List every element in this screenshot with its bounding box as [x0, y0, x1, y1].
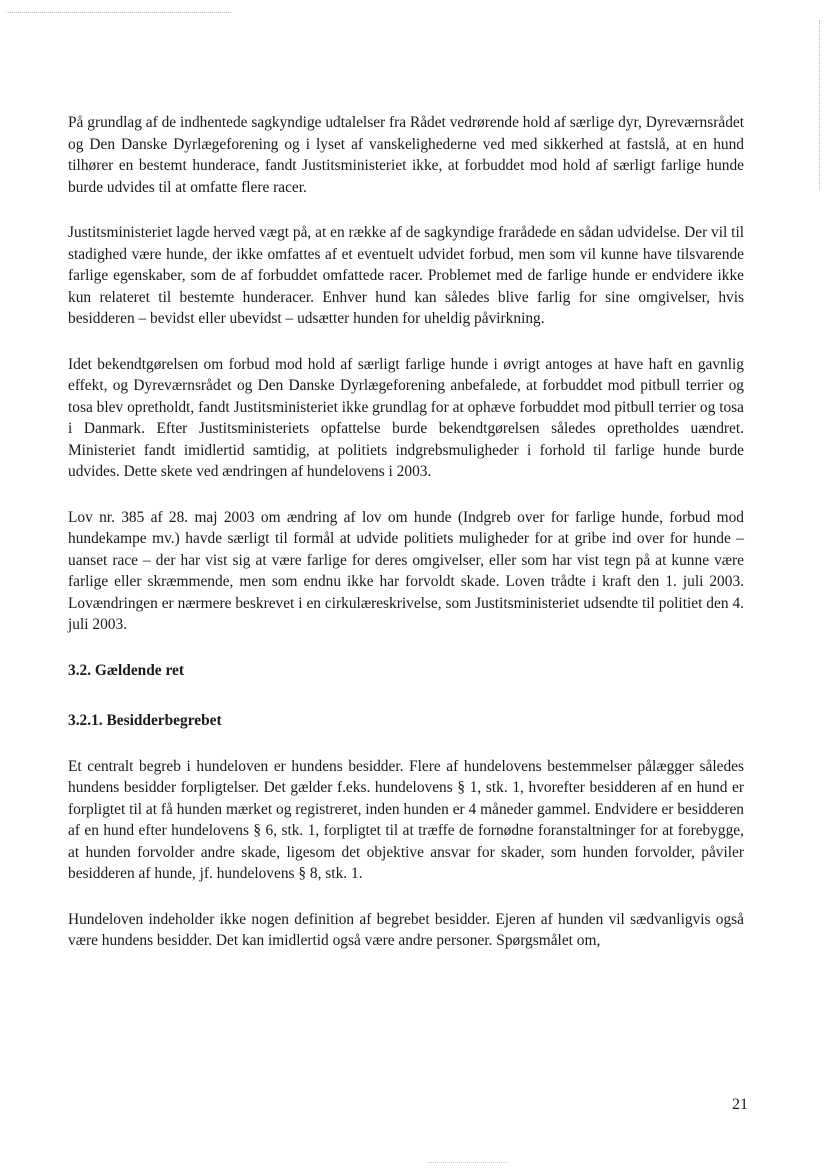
scan-artifact-right — [819, 20, 820, 190]
scan-artifact-top — [6, 12, 231, 13]
body-text — [68, 112, 744, 976]
paragraph-1: På grundlag af de indhentede sagkyndige udtalelser fra Rådet vedrørende hold af særlige dyr, Dyreværnsrådet og Den Danske Dyrlægeforening og i lyset af vanskelighederne ved med sikkerhed at fastslå, at en hund tilhører en bestemt hunderace, fandt Justitsministeriet ikke, at forbuddet mod hold af særligt farlige hunde burde udvides til at omfatte flere racer. — [68, 114, 744, 196]
paragraph-2: Justitsministeriet lagde herved vægt på, at en række af de sagkyndige frarådede en sådan udvidelse. Der vil til stadighed være hunde, der ikke omfattes af et eventuelt udvidet forbud, men som vil kunne have tilsvarende farlige egenskaber, som de af forbuddet omfattede racer. Problemet med de farlige hunde er endvidere ikke kun relateret til bestemte hunderacer. Enhver hund kan således blive farlig for sine omgivelser, hvis besidderen – bevidst eller ubevidst – udsætter hunden for uheldig påvirkning. — [68, 224, 744, 327]
paragraph-6: Hundeloven indeholder ikke nogen definition af begrebet besidder. Ejeren af hunden vil sædvanligvis også være hundens besidder. Det kan imidlertid også være andre personer. Spørgsmålet om, — [68, 910, 744, 949]
scan-artifact-bottom — [428, 1162, 508, 1163]
section-heading: 3.2. Gældende ret — [68, 661, 184, 679]
paragraph-4: Lov nr. 385 af 28. maj 2003 om ændring af lov om hunde (Indgreb over for farlige hunde, forbud mod hundekampe mv.) havde særligt til formål at udvide politiets muligheder for at gribe ind over for hunde – uanset race – der har vist sig at være farlige for deres omgivelser, eller som har vist tegn på at kunne være farlige eller skræmmende, men som endnu ikke har forvoldt skade. Loven trådte i kraft den 1. juli 2003. Lovændringen er nærmere beskrevet i en cirkulæreskrivelse, som Justitsministeriet udsendte til politiet den 4. juli 2003. — [68, 508, 744, 633]
page-number: 21 — [732, 1096, 748, 1113]
subsection-heading: 3.2.1. Besidderbegrebet — [68, 712, 222, 729]
paragraph-5: Et centralt begreb i hundeloven er hundens besidder. Flere af hundelovens bestemmelser pålægger således hundens besidder forpligtelser. Det gælder f.eks. hundelovens § 1, stk. 1, hvorefter besidderen af en hund er forpligtet til at få hunden mærket og registreret, inden hunden er 4 måneder gammel. Endvidere er besidderen af en hund efter hundelovens § 6, stk. 1, forpligtet til at træffe de fornødne foranstaltninger for at forebygge, at hunden forvolder andre skade, ligesom det objektive ansvar for skader, som hunden forvolder, påviler besidderen af hunde, jf. hundelovens § 8, stk. 1. — [68, 757, 744, 882]
paragraph-3: Idet bekendtgørelsen om forbud mod hold af særligt farlige hunde i øvrigt antoges at have haft en gavnlig effekt, og Dyreværnsrådet og Den Danske Dyrlægeforening anbefalede, at forbuddet mod pitbull terrier og tosa blev opretholdt, fandt Justitsministeriet ikke grundlag for at ophæve forbuddet mod pitbull terrier og tosa i Danmark. Efter Justitsministeriets opfattelse burde bekendtgørelsen således opretholdes uændret. Ministeriet fandt imidlertid samtidig, at politiets indgrebsmuligheder i forhold til farlige hunde burde udvides. Dette skete ved ændringen af hundelovens i 2003. — [68, 355, 744, 480]
